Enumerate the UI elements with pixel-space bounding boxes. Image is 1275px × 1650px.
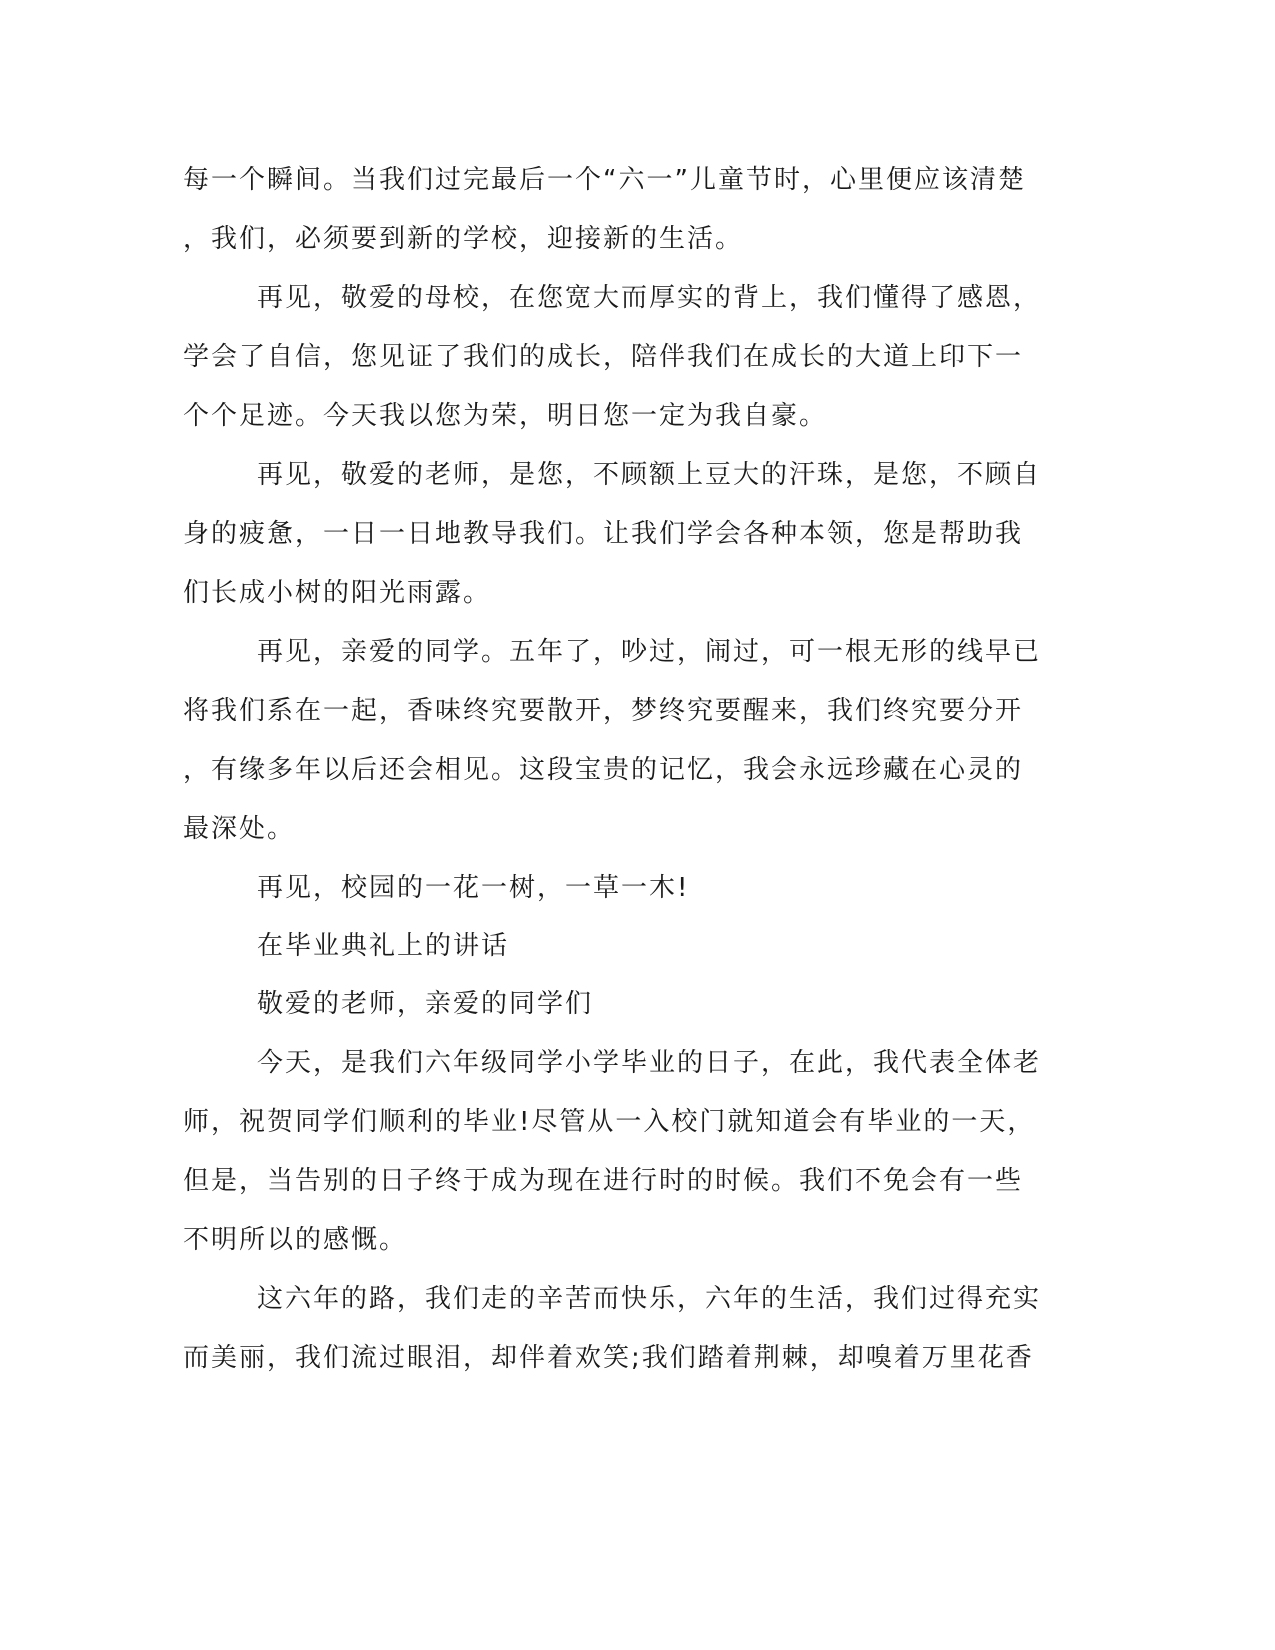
text-line: 而美丽，我们流过眼泪，却伴着欢笑;我们踏着荆棘，却嗅着万里花香 [183,1343,1034,1373]
paragraph-start: 今天，是我们六年级同学小学毕业的日子，在此，我代表全体老 [257,1048,1042,1078]
paragraph-start: 再见，亲爱的同学。五年了，吵过，闹过，可一根无形的线早已 [257,637,1042,667]
text-line: 们长成小树的阳光雨露。 [183,578,492,608]
text-line: ，我们，必须要到新的学校，迎接新的生活。 [183,224,744,254]
speech-title: 在毕业典礼上的讲话 [257,931,510,961]
speech-salutation: 敬爱的老师，亲爱的同学们 [257,989,594,1019]
text-line: 将我们系在一起，香味终究要散开，梦终究要醒来，我们终究要分开 [183,696,1024,726]
paragraph-start: 再见，敬爱的母校，在您宽大而厚实的背上，我们懂得了感恩， [257,283,1042,313]
text-line: 最深处。 [183,814,296,844]
paragraph-start: 这六年的路，我们走的辛苦而快乐，六年的生活，我们过得充实 [257,1284,1042,1314]
text-line: 学会了自信，您见证了我们的成长，陪伴我们在成长的大道上印下一 [183,342,1024,372]
text-line: 身的疲惫，一日一日地教导我们。让我们学会各种本领，您是帮助我 [183,519,1024,549]
text-line: 但是，当告别的日子终于成为现在进行时的时候。我们不免会有一些 [183,1166,1024,1196]
text-line: 师，祝贺同学们顺利的毕业!尽管从一入校门就知道会有毕业的一天， [183,1107,1036,1137]
text-line: 个个足迹。今天我以您为荣，明日您一定为我自豪。 [183,401,828,431]
text-line: 每一个瞬间。当我们过完最后一个“六一”儿童节时，心里便应该清楚 [183,165,1026,195]
paragraph-start: 再见，校园的一花一树，一草一木! [257,873,690,903]
text-line: 不明所以的感慨。 [183,1225,408,1255]
text-line: ，有缘多年以后还会相见。这段宝贵的记忆，我会永远珍藏在心灵的 [183,755,1024,785]
paragraph-start: 再见，敬爱的老师，是您，不顾额上豆大的汗珠，是您，不顾自 [257,460,1042,490]
